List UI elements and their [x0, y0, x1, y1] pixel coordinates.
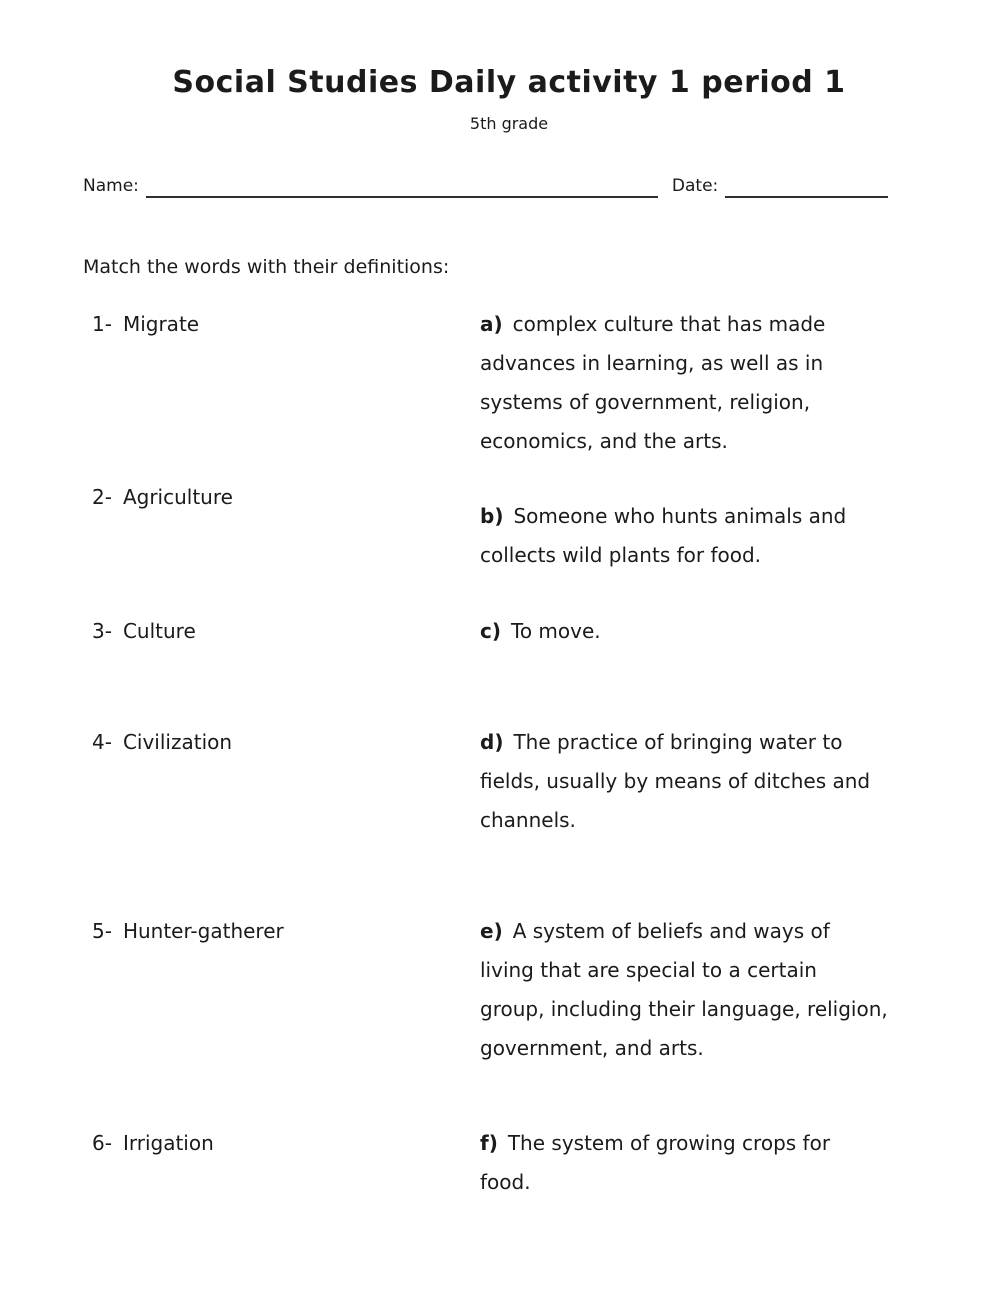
definition-line	[480, 723, 935, 762]
instructions-text: Match the words with their definitions:	[83, 256, 450, 278]
definition-line	[480, 912, 935, 951]
definition-line: fields, usually by means of ditches and	[480, 769, 871, 793]
definition-text: The practice of bringing water to	[513, 730, 843, 754]
name-label: Name:	[83, 176, 139, 196]
definition-text: complex culture that has made	[512, 312, 826, 336]
definition-line	[480, 305, 935, 344]
definition-e	[480, 912, 935, 1068]
word-number: 1-	[92, 312, 112, 336]
page-title: Social Studies Daily activity 1 period 1	[172, 65, 846, 100]
matching-exercise	[83, 305, 935, 1202]
definition-line: group, including their language, religion,	[480, 997, 888, 1021]
definition-d	[480, 723, 935, 840]
definition-line: systems of government, religion,	[480, 390, 811, 414]
definition-line	[480, 612, 935, 651]
definition-text: A system of beliefs and ways of	[512, 919, 830, 943]
definition-letter: a)	[480, 312, 503, 336]
definition-line: economics, and the arts.	[480, 429, 728, 453]
word-number: 4-	[92, 730, 112, 754]
definition-letter: d)	[480, 730, 504, 754]
match-row-5	[83, 912, 935, 1068]
name-date-row	[83, 174, 935, 198]
word-number: 2-	[92, 485, 112, 509]
definition-letter: e)	[480, 919, 503, 943]
word-number: 3-	[92, 619, 112, 643]
definition-f	[480, 1124, 935, 1202]
grade-subtitle: 5th grade	[469, 114, 549, 133]
match-row-1	[83, 305, 935, 461]
word-item-irrigation	[83, 1124, 480, 1202]
word-label: Culture	[122, 619, 196, 643]
word-label: Agriculture	[122, 485, 233, 509]
date-blank-line	[725, 176, 888, 198]
definition-letter: b)	[480, 504, 504, 528]
definition-letter: c)	[480, 619, 501, 643]
definition-a	[480, 305, 935, 461]
definition-text: The system of growing crops for	[507, 1131, 831, 1155]
word-label: Hunter-gatherer	[122, 919, 284, 943]
definition-line: living that are special to a certain	[480, 958, 817, 982]
definition-line: government, and arts.	[480, 1036, 704, 1060]
word-label: Migrate	[122, 312, 200, 336]
match-row-4	[83, 723, 935, 840]
word-item-migrate	[83, 305, 480, 461]
definition-text: To move.	[511, 619, 601, 643]
word-label: Irrigation	[122, 1131, 214, 1155]
word-number: 5-	[92, 919, 112, 943]
definition-text: Someone who hunts animals and	[513, 504, 847, 528]
definition-line	[480, 497, 935, 536]
word-item-culture	[83, 612, 480, 651]
word-item-hunter-gatherer	[83, 912, 480, 1068]
match-row-2	[83, 478, 935, 575]
definition-line: collects wild plants for food.	[480, 543, 762, 567]
word-item-agriculture	[83, 478, 480, 575]
definition-c	[480, 612, 935, 651]
name-blank-line	[146, 176, 658, 198]
match-row-3	[83, 612, 935, 651]
date-label: Date:	[671, 176, 719, 196]
definition-line: channels.	[480, 808, 576, 832]
word-item-civilization	[83, 723, 480, 840]
definition-line: food.	[480, 1170, 531, 1194]
match-row-6	[83, 1124, 935, 1202]
word-label: Civilization	[122, 730, 233, 754]
definition-b	[480, 478, 935, 575]
definition-line	[480, 1124, 935, 1163]
definition-letter: f)	[480, 1131, 498, 1155]
definition-line: advances in learning, as well as in	[480, 351, 824, 375]
word-number: 6-	[92, 1131, 112, 1155]
